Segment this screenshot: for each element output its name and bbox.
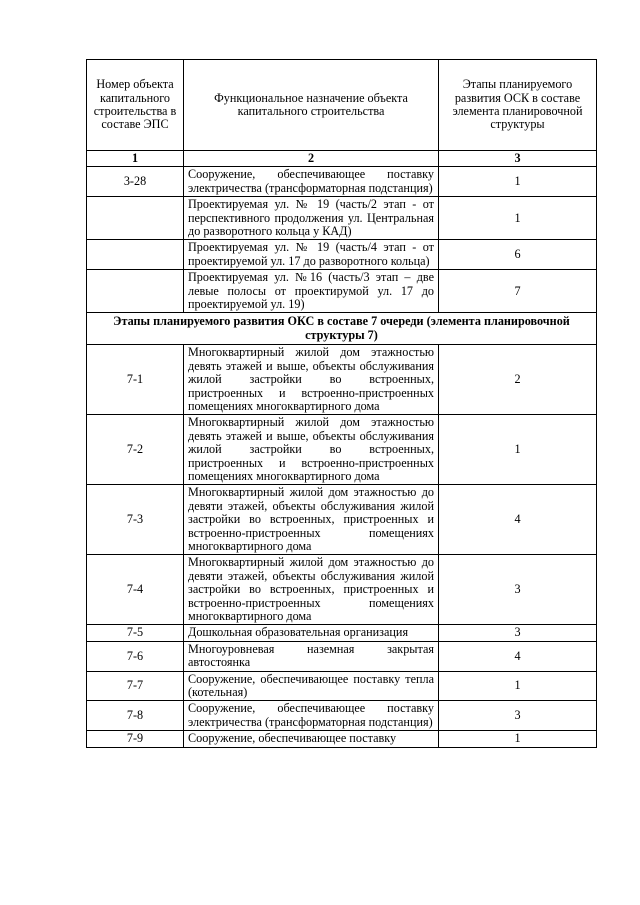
column-number: 3 — [439, 151, 597, 167]
object-function: Сооружение, обеспечивающее поставку электричества (трансформаторная подстанция) — [184, 701, 439, 731]
object-function: Многоуровневая наземная закрытая автостоянка — [184, 641, 439, 671]
section-title: Этапы планируемого развития ОКС в составе 7 очереди (элемента планировочной структуры 7) — [87, 313, 597, 345]
stage-value: 1 — [439, 415, 597, 485]
object-number: 7-8 — [87, 701, 184, 731]
object-number — [87, 240, 184, 270]
stage-value: 7 — [439, 270, 597, 313]
section-row — [87, 313, 597, 345]
table-row — [87, 240, 597, 270]
object-function: Многоквартирный жилой дом этажностью девять этажей и выше, объекты обслуживания жилой застройки во встроенных, пристроенных и встроенно-пристроенных помещениях многоквартирного дома — [184, 345, 439, 415]
object-function: Проектируемая ул. № 19 (часть/2 этап - от перспективного продолжения ул. Центральная до разворотного кольца у КАД) — [184, 197, 439, 240]
object-function: Проектируемая ул. №16 (часть/3 этап – две левые полосы от проектирумой ул. 17 до проектируемой ул. 19) — [184, 270, 439, 313]
stage-value: 1 — [439, 197, 597, 240]
table-row — [87, 555, 597, 625]
object-function: Многоквартирный жилой дом этажностью до девяти этажей, объекты обслуживания жилой застройки во встроенных, пристроенных и встроенно-пристроенных помещениях многоквартирного дома — [184, 555, 439, 625]
object-number: 7-3 — [87, 485, 184, 555]
table-row — [87, 731, 597, 747]
stage-value: 2 — [439, 345, 597, 415]
table-row — [87, 197, 597, 240]
object-number: 7-5 — [87, 625, 184, 641]
table-row — [87, 641, 597, 671]
header-stages: Этапы планируемого развития ОСК в составе элемента планировочной структуры — [439, 60, 597, 151]
object-number: 3-28 — [87, 167, 184, 197]
header-function: Функциональное назначение объекта капитального строительства — [184, 60, 439, 151]
object-number: 7-6 — [87, 641, 184, 671]
table-row — [87, 671, 597, 701]
object-number: 7-7 — [87, 671, 184, 701]
object-number: 7-1 — [87, 345, 184, 415]
stage-value: 4 — [439, 485, 597, 555]
object-function: Проектируемая ул. № 19 (часть/4 этап - от проектируемой ул. 17 до разворотного кольца) — [184, 240, 439, 270]
stage-value: 6 — [439, 240, 597, 270]
object-number: 7-4 — [87, 555, 184, 625]
column-number-row — [87, 151, 597, 167]
stage-value: 1 — [439, 167, 597, 197]
table-row — [87, 270, 597, 313]
table-row — [87, 167, 597, 197]
stage-value: 1 — [439, 731, 597, 747]
object-function: Дошкольная образовательная организация — [184, 625, 439, 641]
oks-stages-table — [86, 59, 597, 748]
header-object-number: Номер объекта капитального строительства в составе ЭПС — [87, 60, 184, 151]
object-function: Сооружение, обеспечивающее поставку — [184, 731, 439, 747]
table-header-row — [87, 60, 597, 151]
column-number: 2 — [184, 151, 439, 167]
table-row — [87, 415, 597, 485]
table-row — [87, 625, 597, 641]
object-number: 7-2 — [87, 415, 184, 485]
stage-value: 3 — [439, 701, 597, 731]
column-number: 1 — [87, 151, 184, 167]
table-row — [87, 345, 597, 415]
stage-value: 1 — [439, 671, 597, 701]
stage-value: 3 — [439, 625, 597, 641]
object-number — [87, 197, 184, 240]
object-function: Многоквартирный жилой дом этажностью до девяти этажей, объекты обслуживания жилой застройки во встроенных, пристроенных и встроенно-пристроенных помещениях многоквартирного дома — [184, 485, 439, 555]
object-number: 7-9 — [87, 731, 184, 747]
stage-value: 3 — [439, 555, 597, 625]
object-function: Сооружение, обеспечивающее поставку тепла (котельная) — [184, 671, 439, 701]
object-function: Сооружение, обеспечивающее поставку электричества (трансформаторная подстанция) — [184, 167, 439, 197]
stage-value: 4 — [439, 641, 597, 671]
table-row — [87, 701, 597, 731]
object-number — [87, 270, 184, 313]
object-function: Многоквартирный жилой дом этажностью девять этажей и выше, объекты обслуживания жилой застройки во встроенных, пристроенных и встроенно-пристроенных помещениях многоквартирного дома — [184, 415, 439, 485]
table-row — [87, 485, 597, 555]
